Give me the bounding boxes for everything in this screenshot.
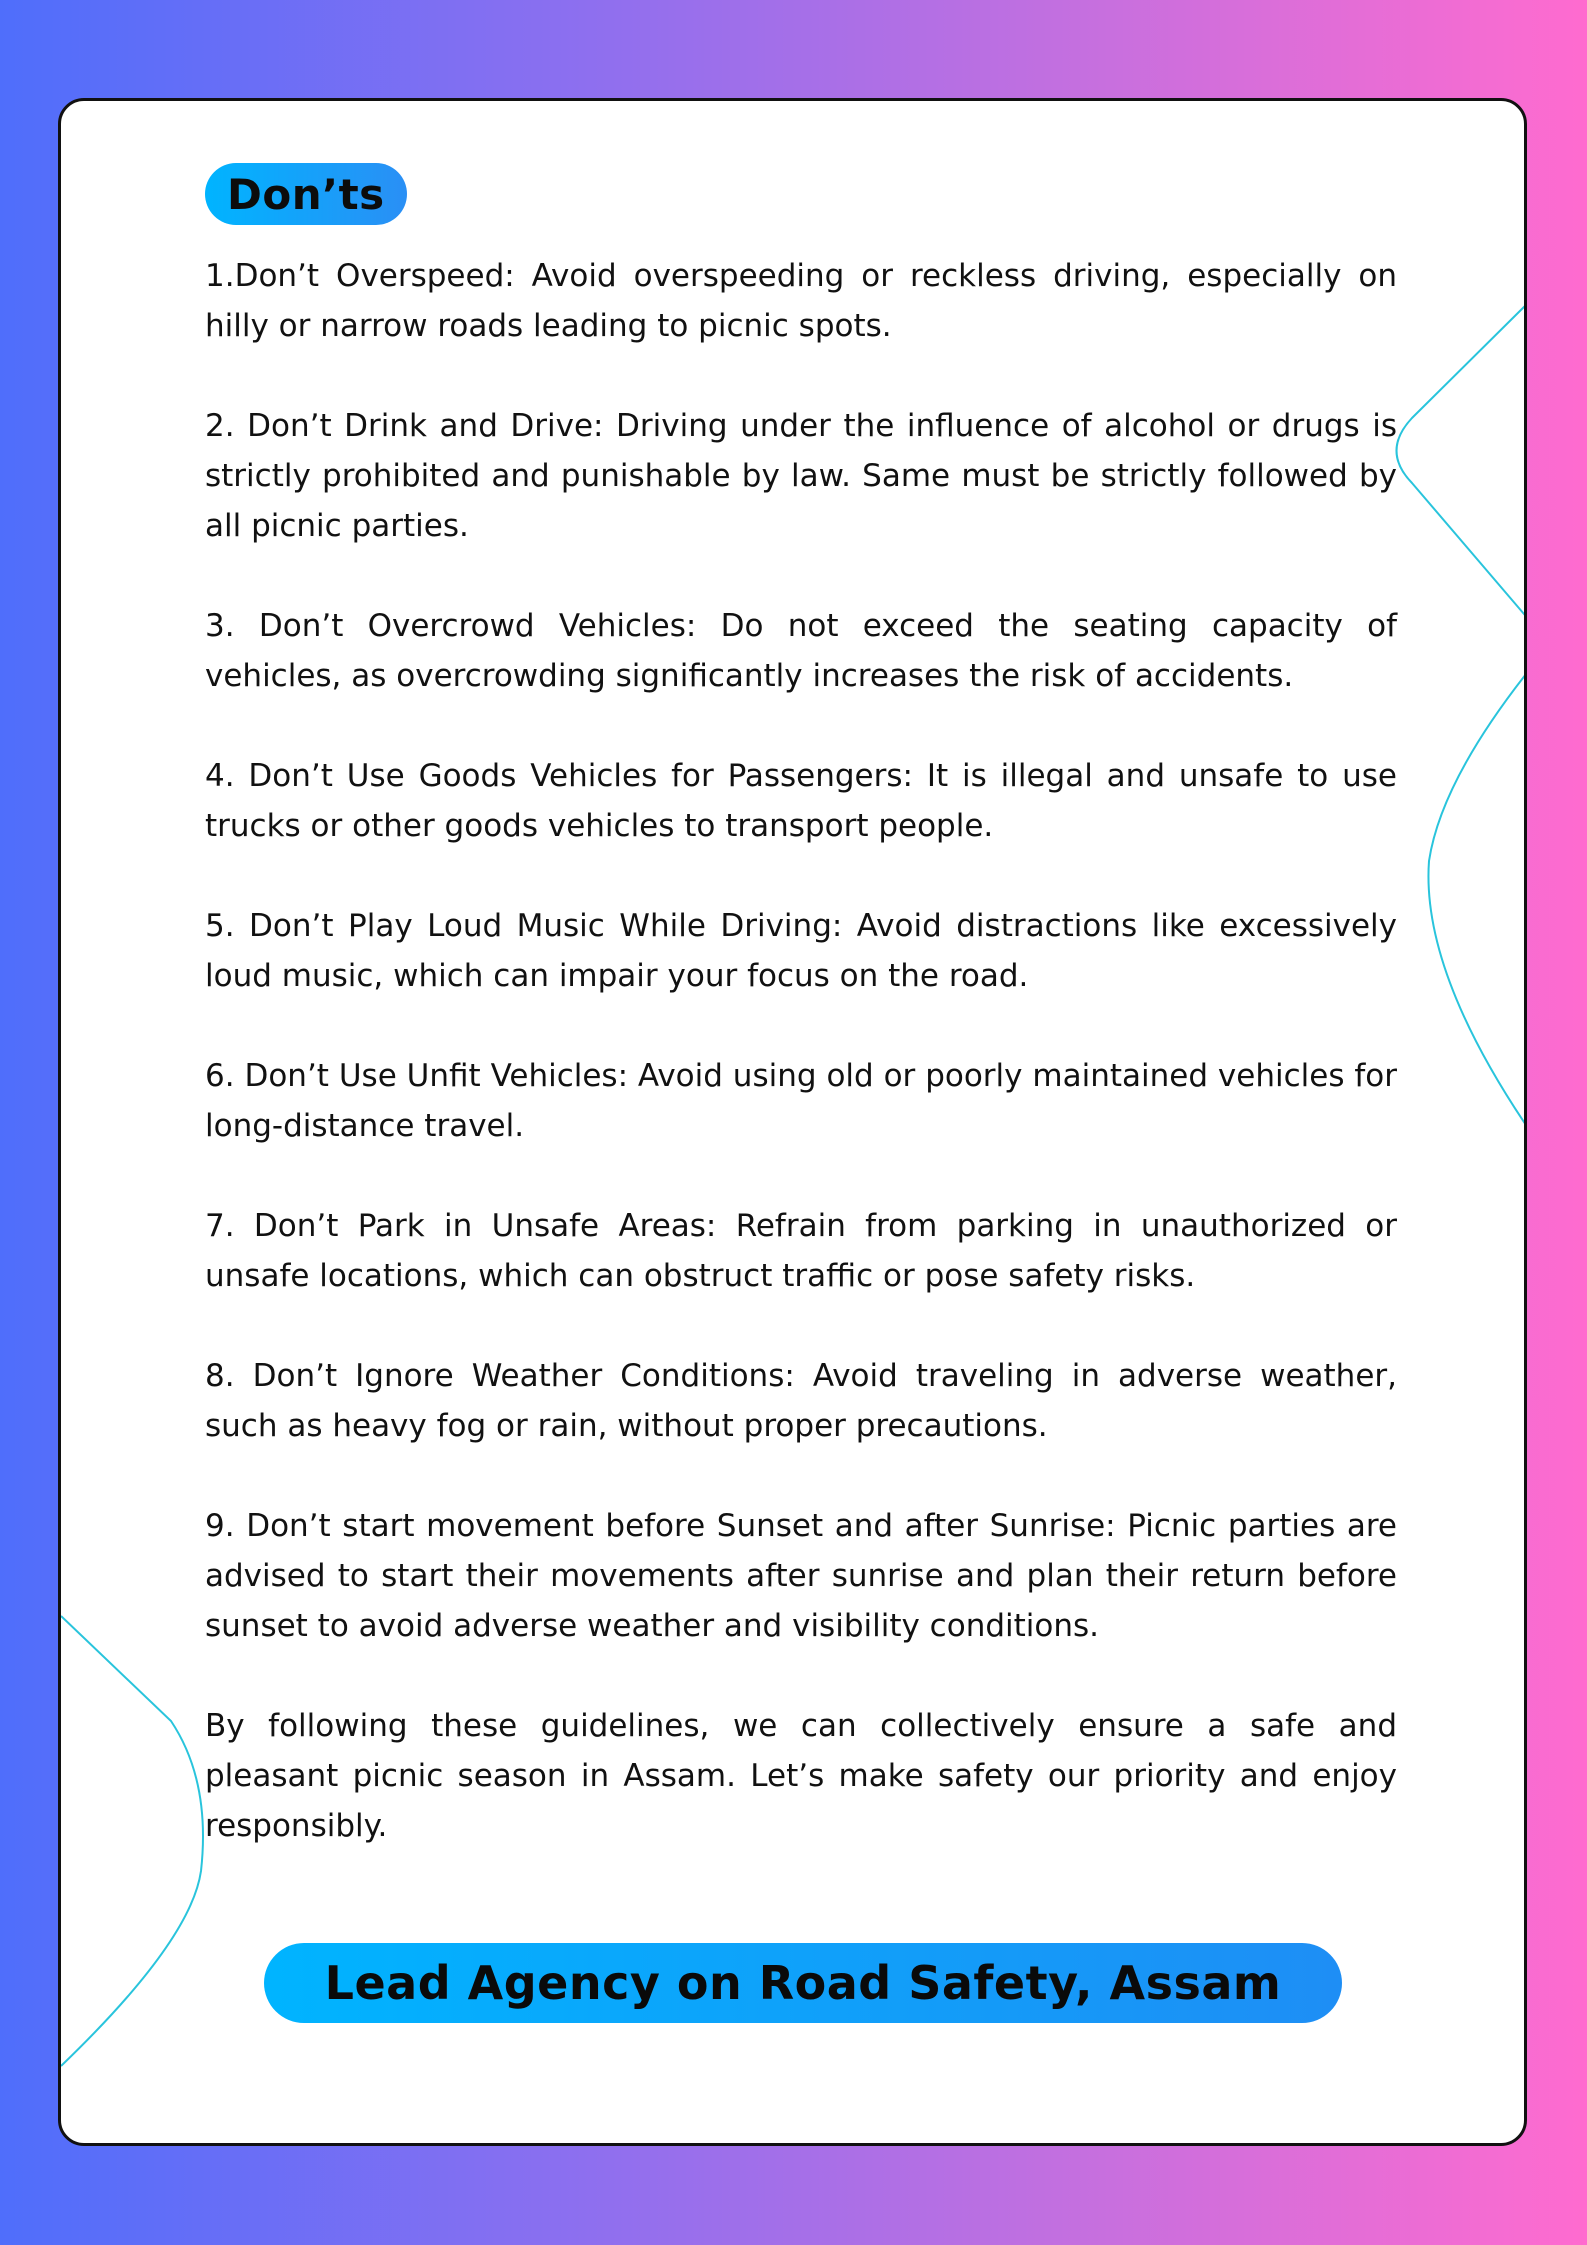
list-item: 2. Don’t Drink and Drive: Driving under the influence of alcohol or drugs is strictly prohibited and punishable by law. Same must be strictly followed by all picnic parties. (205, 408, 1397, 544)
list-item: 3. Don’t Overcrowd Vehicles: Do not exceed the seating capacity of vehicles, as overcrowding significantly increases the risk of accidents. (205, 608, 1397, 694)
footer-text: Lead Agency on Road Safety, Assam (324, 1956, 1282, 2010)
list-item: 7. Don’t Park in Unsafe Areas: Refrain from parking in unauthorized or unsafe locations, which can obstruct traffic or pose safety risks. (205, 1208, 1397, 1294)
list-item: 9. Don’t start movement before Sunset and after Sunrise: Picnic parties are advised to start their movements after sunrise and plan their return before sunset to avoid adverse weather and visibility conditions. (205, 1508, 1397, 1644)
list-item: 6. Don’t Use Unfit Vehicles: Avoid using old or poorly maintained vehicles for long-distance travel. (205, 1058, 1397, 1144)
donts-heading: Don’ts (205, 163, 407, 225)
list-item: 4. Don’t Use Goods Vehicles for Passengers: It is illegal and unsafe to use trucks or other goods vehicles to transport people. (205, 758, 1397, 844)
guidelines-list (205, 251, 1397, 1901)
footer-banner (264, 1943, 1342, 2023)
decor-curve-left (61, 1616, 203, 2066)
list-item: 5. Don’t Play Loud Music While Driving: Avoid distractions like excessively loud music, which can impair your focus on the road. (205, 908, 1397, 994)
content-card (58, 98, 1527, 2146)
list-item: 1.Don’t Overspeed: Avoid overspeeding or reckless driving, especially on hilly or narrow roads leading to picnic spots. (205, 258, 1397, 344)
decor-curve-right-upper (1397, 301, 1528, 621)
closing-paragraph: By following these guidelines, we can collectively ensure a safe and pleasant picnic season in Assam. Let’s make safety our priority and enjoy responsibly. (205, 1708, 1397, 1844)
decor-curve-right-lower (1428, 669, 1527, 1131)
list-item: 8. Don’t Ignore Weather Conditions: Avoid traveling in adverse weather, such as heavy fog or rain, without proper precautions. (205, 1358, 1397, 1444)
